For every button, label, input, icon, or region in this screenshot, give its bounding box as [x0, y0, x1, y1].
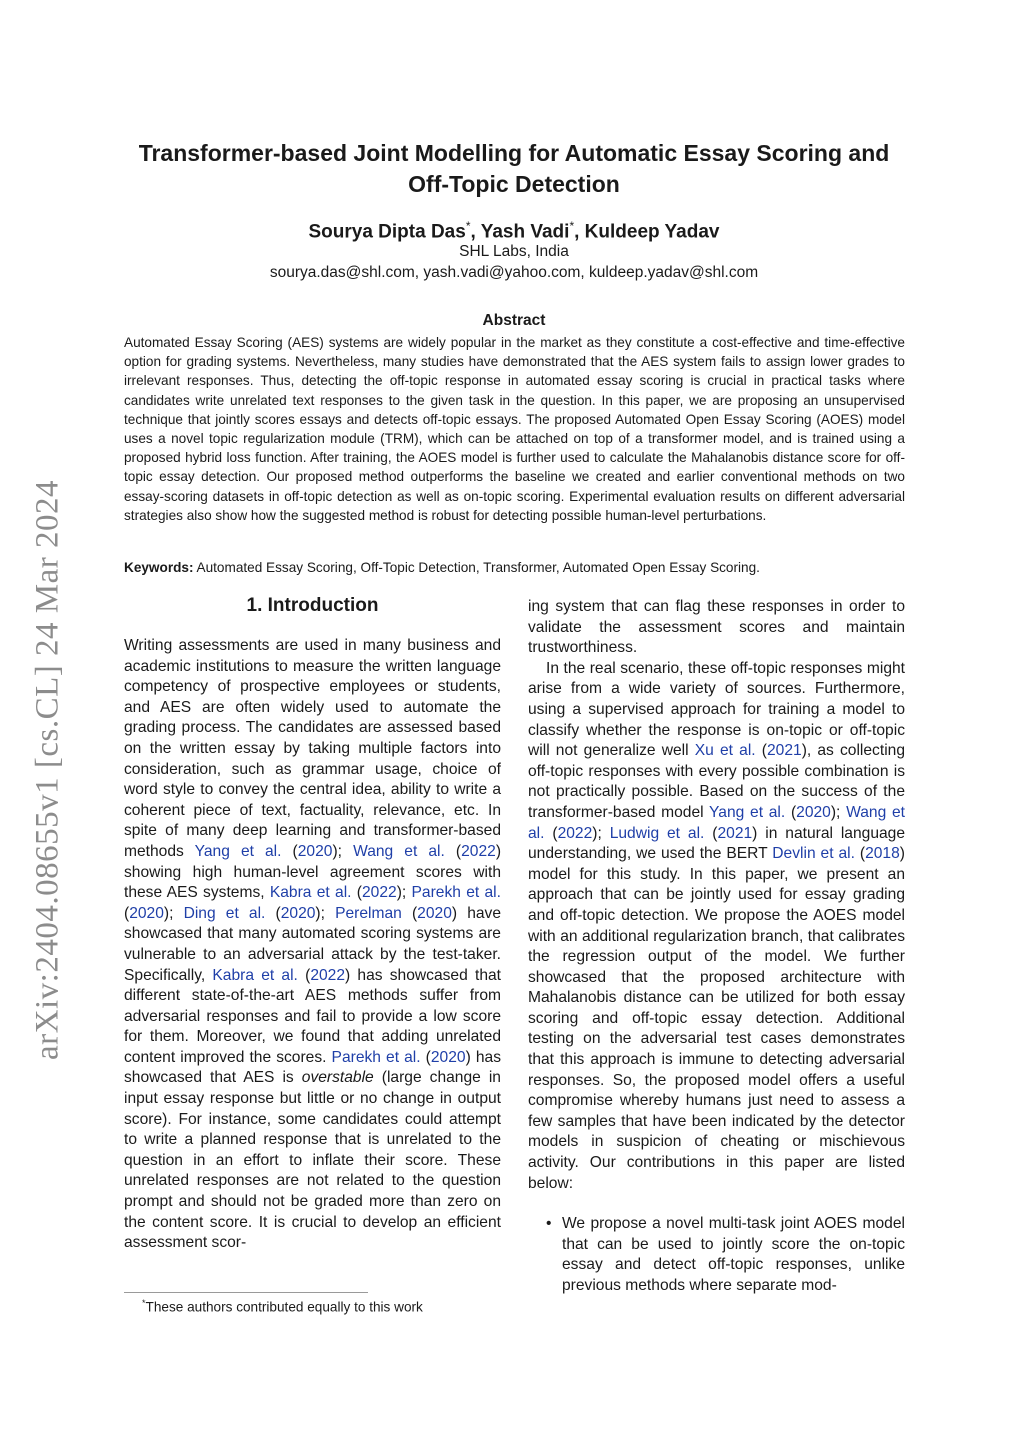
arxiv-stamp — [28, 450, 68, 1090]
paper-title: Transformer-based Joint Modelling for Automatic Essay Scoring and Off-Topic Detection — [138, 140, 890, 197]
citation-link[interactable]: 2020 — [796, 803, 831, 821]
footnote-text: These authors contributed equally to this work — [145, 1299, 423, 1315]
footnote-rule — [124, 1292, 368, 1293]
citation-link[interactable]: 2020 — [297, 842, 333, 860]
author-list: Sourya Dipta Das*, Yash Vadi*, Kuldeep Yadav — [308, 219, 720, 243]
citation-link[interactable]: Devlin et al. — [772, 845, 855, 863]
affiliation: SHL Labs, India — [459, 243, 569, 260]
citation-link[interactable]: 2020 — [280, 904, 316, 922]
left-column — [124, 636, 501, 1254]
citation-link[interactable]: 2020 — [417, 904, 452, 922]
right-column — [528, 597, 905, 1297]
citation-link[interactable]: 2022 — [461, 842, 496, 860]
citation-link[interactable]: Wang et al. — [353, 842, 445, 860]
citation-link[interactable]: 2020 — [430, 1048, 466, 1066]
section-heading-introduction: 1. Introduction — [246, 595, 379, 616]
citation-link[interactable]: Parekh et al. — [331, 1048, 421, 1066]
citation-link[interactable]: 2020 — [129, 904, 164, 922]
emphasis-text: overstable — [301, 1069, 374, 1087]
citation-link[interactable]: Ludwig et al. — [609, 824, 705, 842]
citation-link[interactable]: 2021 — [717, 824, 753, 842]
author-name: Kuldeep Yadav — [584, 221, 720, 243]
citation-link[interactable]: Wang et al. — [528, 803, 905, 842]
continuation-paragraph: ing system that can flag these responses in order to validate the assessment scores and maintain trustworthiness. — [528, 598, 905, 657]
citation-link[interactable]: 2021 — [766, 742, 802, 760]
author-name: Yash Vadi — [480, 221, 570, 243]
citation-link[interactable]: Ding et al. — [183, 904, 266, 922]
author-emails: sourya.das@shl.com, yash.vadi@yahoo.com, kuldeep.yadav@shl.com — [269, 264, 759, 281]
contribution-list — [528, 1214, 905, 1296]
citation-link[interactable]: Perelman — [335, 904, 402, 922]
scenario-paragraph: In the real scenario, these off-topic responses might arise from a wide variety of sources. Furthermore, using a supervised approach for training a model to classify whether the response is on-topic or off-topic will not generalize well Xu et al. (2021), as collecting off-topic responses with every possible combination is not practically possible. Based on the success of the transformer-based model Yang et al. (2020); Wang et al. (2022); Ludwig et al. (2021) in natural language understanding, we used the BERT Devlin et al. (2018) model for this study. In this paper, we present an approach that can be jointly used for essay grading and off-topic detection. We propose the AOES model with an additional regularization branch, that calibrates the regression output of the model. We further showcased that the proposed architecture with Mahalanobis distance can be utilized for both essay scoring and off-topic essay detection. Additional testing on the adversarial test cases demonstrates that this approach is immune to detecting adversarial responses. So, the proposed model offers a useful compromise whereby humans just need to assess a few samples that have been indicated by the detector models in suspicion of cheating or mischievous activity. Our contributions in this paper are listed below: — [528, 659, 906, 1192]
author-mark: * — [465, 219, 471, 233]
citation-link[interactable]: Kabra et al. — [212, 966, 298, 984]
arxiv-id: arXiv:2404.08655v1 [cs.CL] 24 Mar 2024 — [29, 480, 66, 1060]
author-name: Sourya Dipta Das — [308, 221, 466, 243]
abstract-heading: Abstract — [482, 312, 546, 329]
footnote — [142, 1298, 423, 1315]
keywords-list: Automated Essay Scoring, Off-Topic Detection, Transformer, Automated Open Essay Scoring. — [196, 560, 760, 575]
citation-link[interactable]: Xu et al. — [694, 742, 756, 760]
footnote-mark: * — [142, 1298, 146, 1308]
keywords-label: Keywords: — [124, 560, 194, 575]
citation-link[interactable]: Yang et al. — [709, 803, 786, 821]
abstract-text: Automated Essay Scoring (AES) systems are widely popular in the market as they constitute a cost-effective and time-effective option for grading systems. Nevertheless, many studies have demonstrated that the AES system fails to assign lower grades to irrelevant responses. Thus, detecting the off-topic response in automated essay scoring is crucial in practical tasks where candidates write unrelated text responses to the given task in the question. In this paper, we are proposing an unsupervised technique that jointly scores essays and detects off-topic essays. The proposed Automated Open Essay Scoring (AOES) model uses a novel topic regularization module (TRM), which can be attached on top of a transformer model, and is trained using a proposed hybrid loss function. After training, the AOES model is further used to calculate the Mahalanobis distance score for off-topic essay detection. Our proposed method outperforms the baseline we created and earlier conventional methods on two essay-scoring datasets in off-topic detection as well as on-topic scoring. Experimental evaluation results on different adversarial strategies also show how the suggested method is robust for detecting possible human-level perturbations. — [124, 335, 905, 523]
intro-paragraph: Writing assessments are used in many business and academic institutions to measure the written language competency of prospective employees or students, and AES are often widely used to automate the grading process. The candidates are assessed based on the written essay by taking multiple factors into consideration, such as grammar usage, choice of word style to convey the central idea, ability to write a coherent piece of text, factuality, relevance, etc. In spite of many deep learning and transformer-based methods Yang et al. (2020); Wang et al. (2022) showing high human-level agreement scores with these AES systems, Kabra et al. (2022); Parekh et al. (2020); Ding et al. (2020); Perelman (2020) have showcased that many automated scoring systems are vulnerable to an adversarial attack by the test-taker. Specifically, Kabra et al. (2022) has showcased that different state-of-the-art AES methods suffer from adversarial responses and fail to provide a low score for them. Moreover, we found that adding unrelated content improved the scores. Parekh et al. (2020) has showcased that AES is overstable (large change in input essay response but little or no change in output score). For instance, some candidates could attempt to write a planned response that is unrelated to the question in an effort to inflate their score. These unrelated responses are not related to the question prompt and should not be graded more than zero on the content score. It is crucial to develop an efficient assessment scor- — [124, 637, 502, 1252]
citation-link[interactable]: 2022 — [310, 966, 346, 984]
citation-link[interactable]: Yang et al. — [194, 842, 282, 860]
citation-link[interactable]: Parekh et al. — [411, 884, 501, 902]
citation-link[interactable]: 2022 — [362, 884, 397, 902]
keywords — [124, 560, 905, 575]
citation-link[interactable]: Kabra et al. — [269, 884, 352, 902]
author-mark: * — [569, 219, 575, 233]
citation-link[interactable]: 2022 — [557, 824, 593, 842]
citation-link[interactable]: 2018 — [865, 845, 900, 863]
contribution-item: • We propose a novel multi-task joint AOES model that can be used to jointly score the on-topic essay and detect off-topic responses, unlike previous methods where separate mod- — [528, 1214, 905, 1296]
